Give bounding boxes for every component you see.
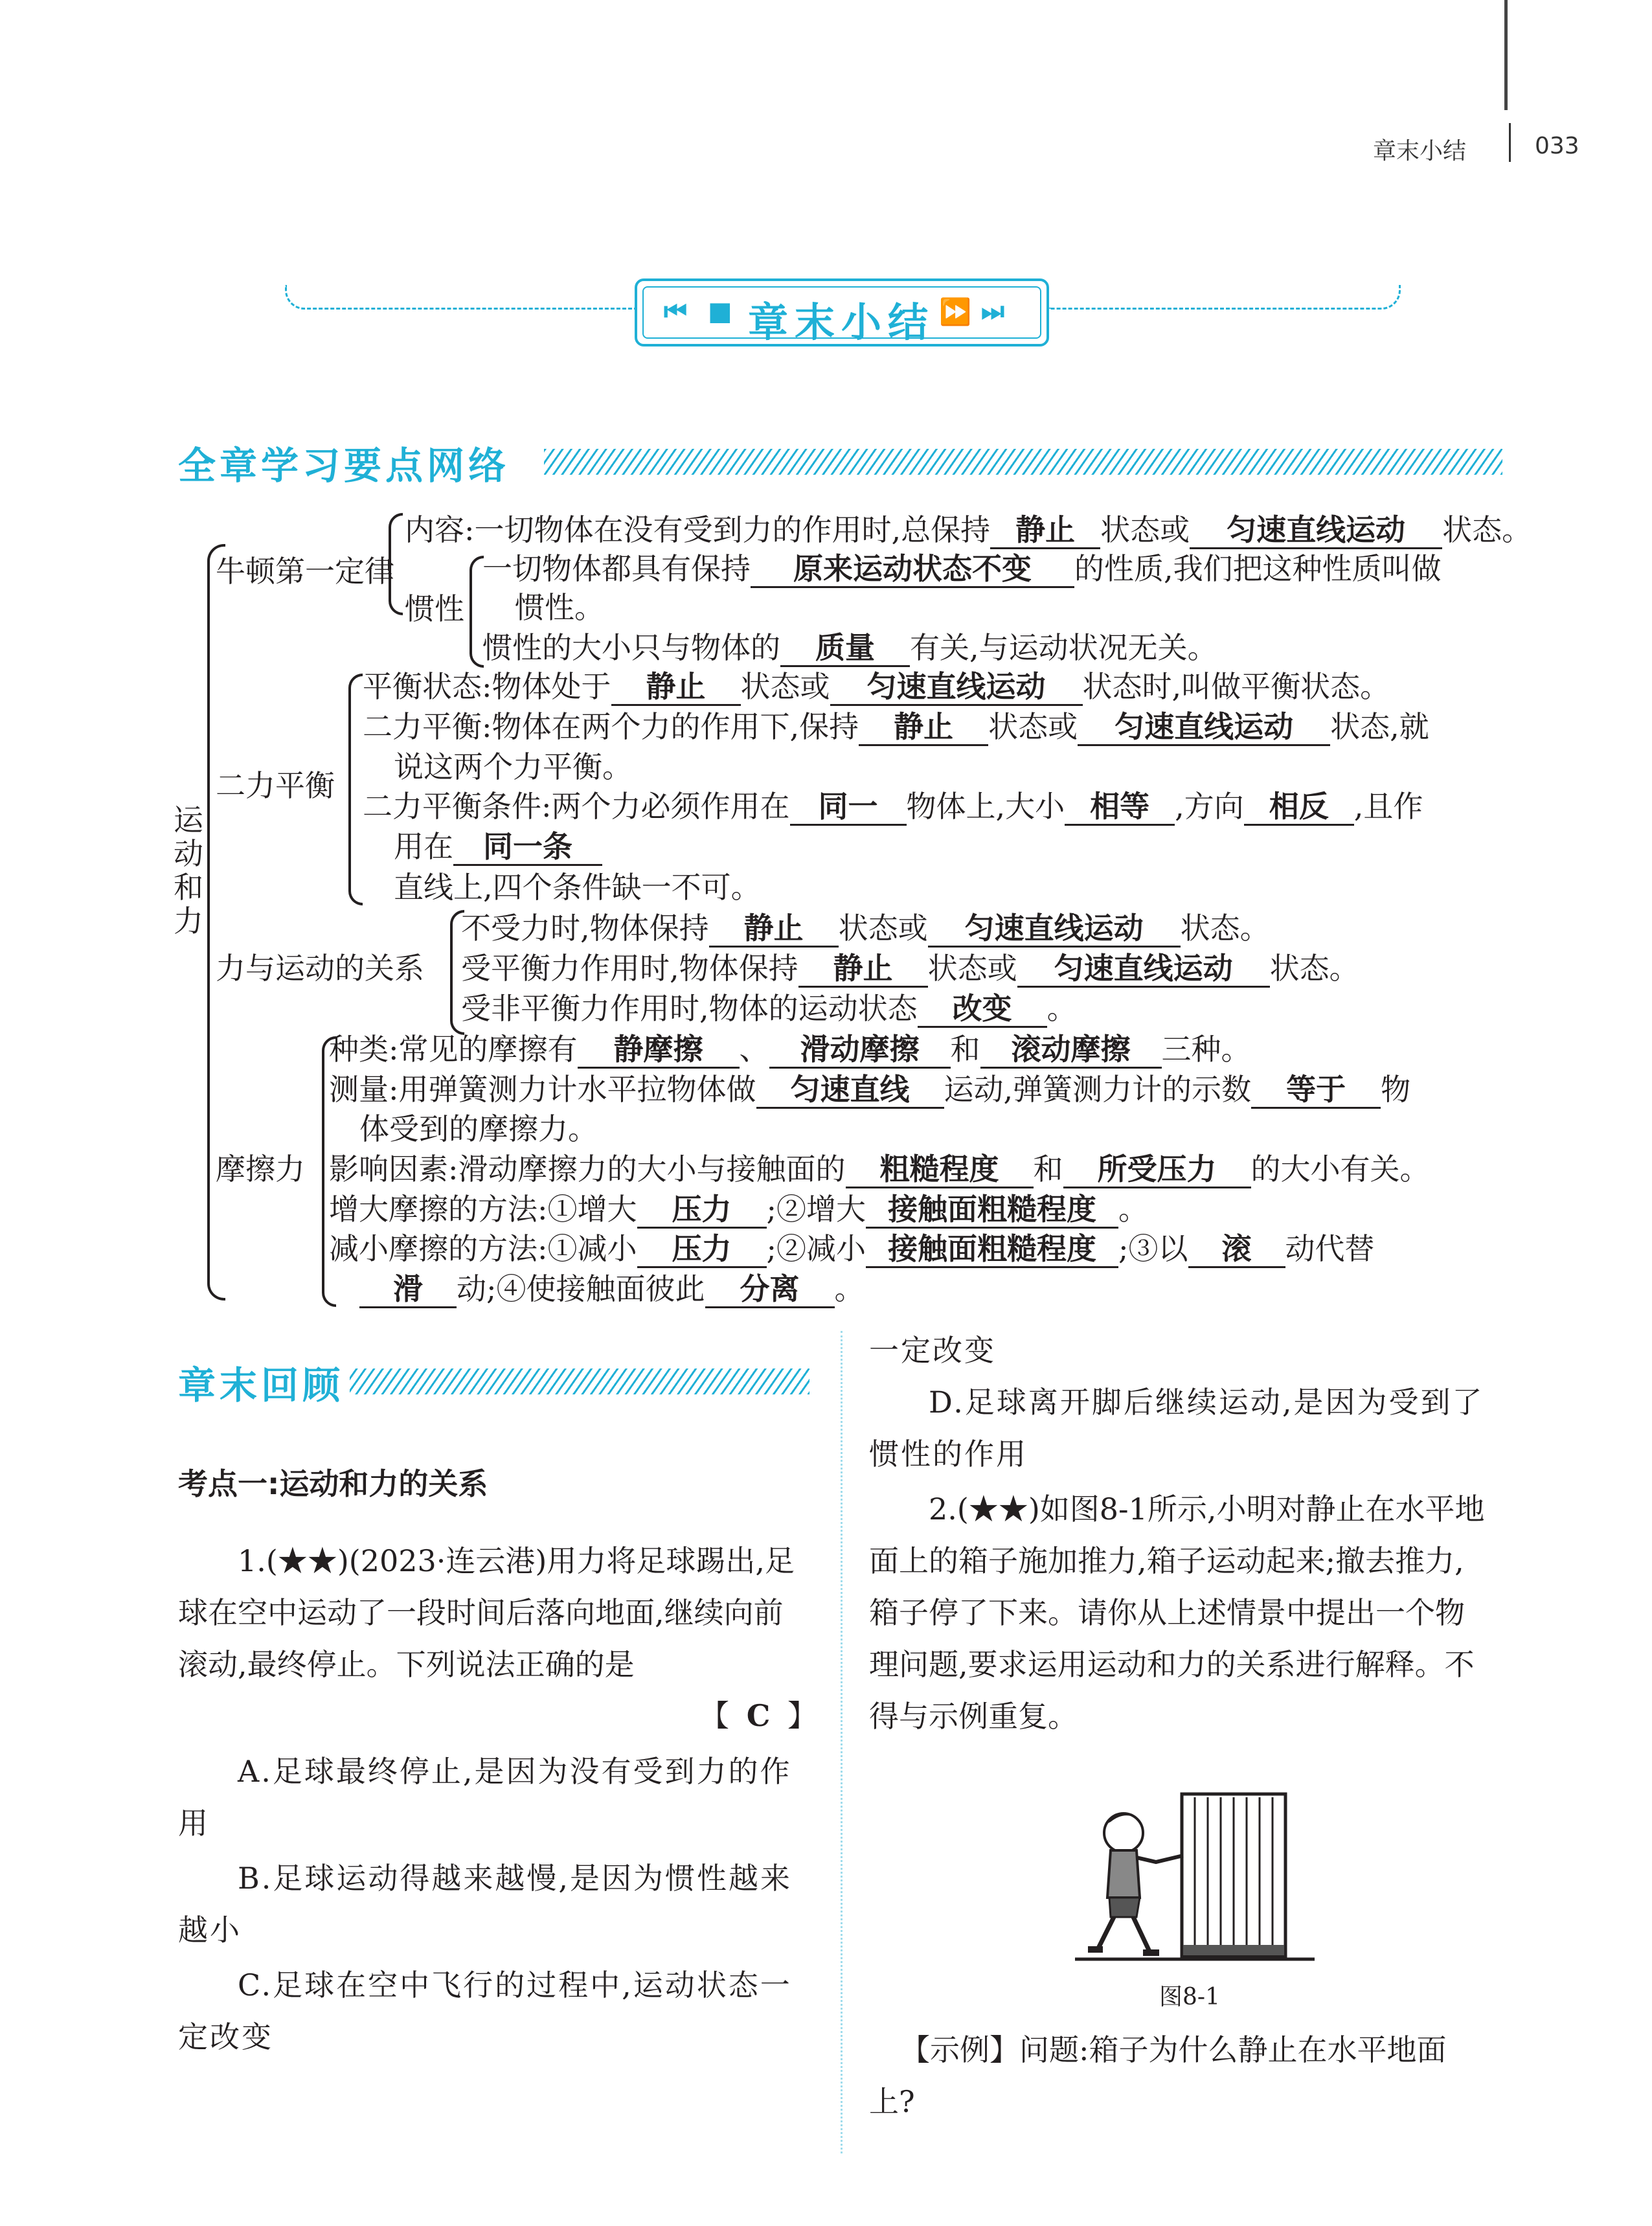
- inertia-bracket: [470, 556, 484, 668]
- banner-left-dashline: [285, 285, 637, 310]
- b3-line1: 不受力时,物体保持 静止 状态或 匀速直线运动 状态。: [461, 909, 1270, 948]
- kaodian-heading: 考点一:运动和力的关系: [178, 1466, 488, 1501]
- b4-line1: 种类:常见的摩擦有 静摩擦 、 滑动摩擦 和 滚动摩擦 三种。: [329, 1030, 1251, 1069]
- b4-line7: 滑 动;④使接触面彼此 分离 。: [359, 1269, 865, 1308]
- b1-line1: 内容:一切物体在没有受到力的作用时,总保持 静止 状态或 匀速直线运动 状态。: [405, 510, 1532, 549]
- section-title-network: 全章学习要点网络: [178, 444, 510, 488]
- b2-line5: 用在 同一条: [394, 827, 602, 866]
- skip-end-icon: ⏭: [981, 297, 1004, 326]
- b4-line3: 体受到的摩擦力。: [359, 1111, 598, 1146]
- b2-line6: 直线上,四个条件缺一不可。: [394, 870, 761, 905]
- banner-title: 章末小结: [748, 299, 935, 346]
- branch1-label: 牛顿第一定律: [216, 554, 394, 589]
- q1-option-c: C.足球在空中飞行的过程中,运动状态一定改变: [178, 1968, 792, 2054]
- q2-stem: 2.(★★)如图8-1所示,小明对静止在水平地面上的箱子施加推力,箱子运动起来;撤去推力,箱子停了下来。请你从上述情景中提出一个物理问题,要求运用运动和力的关系进行解释。不得与示例重复。: [869, 1492, 1485, 1734]
- branch2-label: 二力平衡: [216, 768, 335, 803]
- b4-line2: 测量:用弹簧测力计水平拉物体做 匀速直线 运动,弹簧测力计的示数 等于 物: [329, 1070, 1410, 1109]
- b2-line2: 二力平衡:物体在两个力的作用下,保持 静止 状态或 匀速直线运动 状态,就: [363, 707, 1429, 746]
- top-rule: [1504, 0, 1508, 110]
- b1-line2: 一切物体都具有保持 原来运动状态不变 的性质,我们把这种性质叫做: [482, 549, 1442, 588]
- b4-line5: 增大摩擦的方法:①增大 压力 ;②增大 接触面粗糙程度 。: [329, 1190, 1148, 1229]
- branch2-bracket: [348, 674, 363, 905]
- b2-line4: 二力平衡条件:两个力必须作用在 同一 物体上,大小 相等 ,方向 相反 ,且作: [363, 787, 1423, 826]
- branch1-inertia-label: 惯性: [405, 591, 464, 626]
- b2-line3: 说这两个力平衡。: [394, 749, 632, 784]
- branch4-label: 摩擦力: [216, 1152, 305, 1187]
- section-title-hatch: [544, 449, 1502, 475]
- b4-line4: 影响因素:滑动摩擦力的大小与接触面的 粗糙程度 和 所受压力 的大小有关。: [329, 1150, 1430, 1188]
- q1-option-a: A.足球最终停止,是因为没有受到力的作用: [178, 1754, 792, 1841]
- page-number: 033: [1535, 133, 1579, 159]
- fast-forward-icon: ⏩: [939, 297, 971, 327]
- header-divider: [1509, 123, 1511, 162]
- root-label: 运动和力: [174, 802, 203, 938]
- q1-answer: C: [746, 1698, 771, 1733]
- branch1-bracket: [389, 513, 403, 615]
- banner-right-dashline: [1049, 285, 1401, 310]
- q2-example: 【示例】问题:箱子为什么静止在水平地面上?: [869, 2032, 1447, 2119]
- column-divider: [841, 1331, 843, 2153]
- figure-8-1: [1072, 1778, 1318, 1966]
- q1-option-c-continued: 一定改变: [869, 1333, 996, 1368]
- q1-option-d: D.足球离开脚后继续运动,是因为受到了惯性的作用: [869, 1385, 1484, 1471]
- stop-square-icon: ■: [708, 297, 732, 326]
- q1-option-b: B.足球运动得越来越慢,是因为惯性越来越小: [178, 1861, 793, 1948]
- figure-caption: 图8-1: [1159, 1984, 1220, 2010]
- b3-line3: 受非平衡力作用时,物体的运动状态 改变 。: [461, 989, 1077, 1028]
- section-title-review: 章末回顾: [178, 1363, 345, 1407]
- running-title: 章末小结: [1373, 138, 1467, 165]
- rewind-icon: ⏮: [664, 297, 687, 326]
- q1-answer-bracket: 【 C 】: [699, 1698, 817, 1733]
- branch3-label: 力与运动的关系: [216, 951, 424, 986]
- boy-pushing-box-illustration: [1072, 1778, 1318, 1966]
- b2-line1: 平衡状态:物体处于 静止 状态或 匀速直线运动 状态时,叫做平衡状态。: [363, 667, 1390, 706]
- b1-line3: 惯性。: [515, 590, 604, 625]
- b1-line4: 惯性的大小只与物体的 质量 有关,与运动状况无关。: [482, 628, 1217, 667]
- b4-line6: 减小摩擦的方法:①减小 压力 ;②减小 接触面粗糙程度 ;③以 滚 动代替: [329, 1229, 1375, 1268]
- section2-title-hatch: [350, 1369, 809, 1394]
- b3-line2: 受平衡力作用时,物体保持 静止 状态或 匀速直线运动 状态。: [461, 949, 1359, 988]
- q1-stem: 1.(★★)(2023·连云港)用力将足球踢出,足球在空中运动了一段时间后落向地面,继续向前滚动,最终停止。下列说法正确的是: [178, 1543, 795, 1682]
